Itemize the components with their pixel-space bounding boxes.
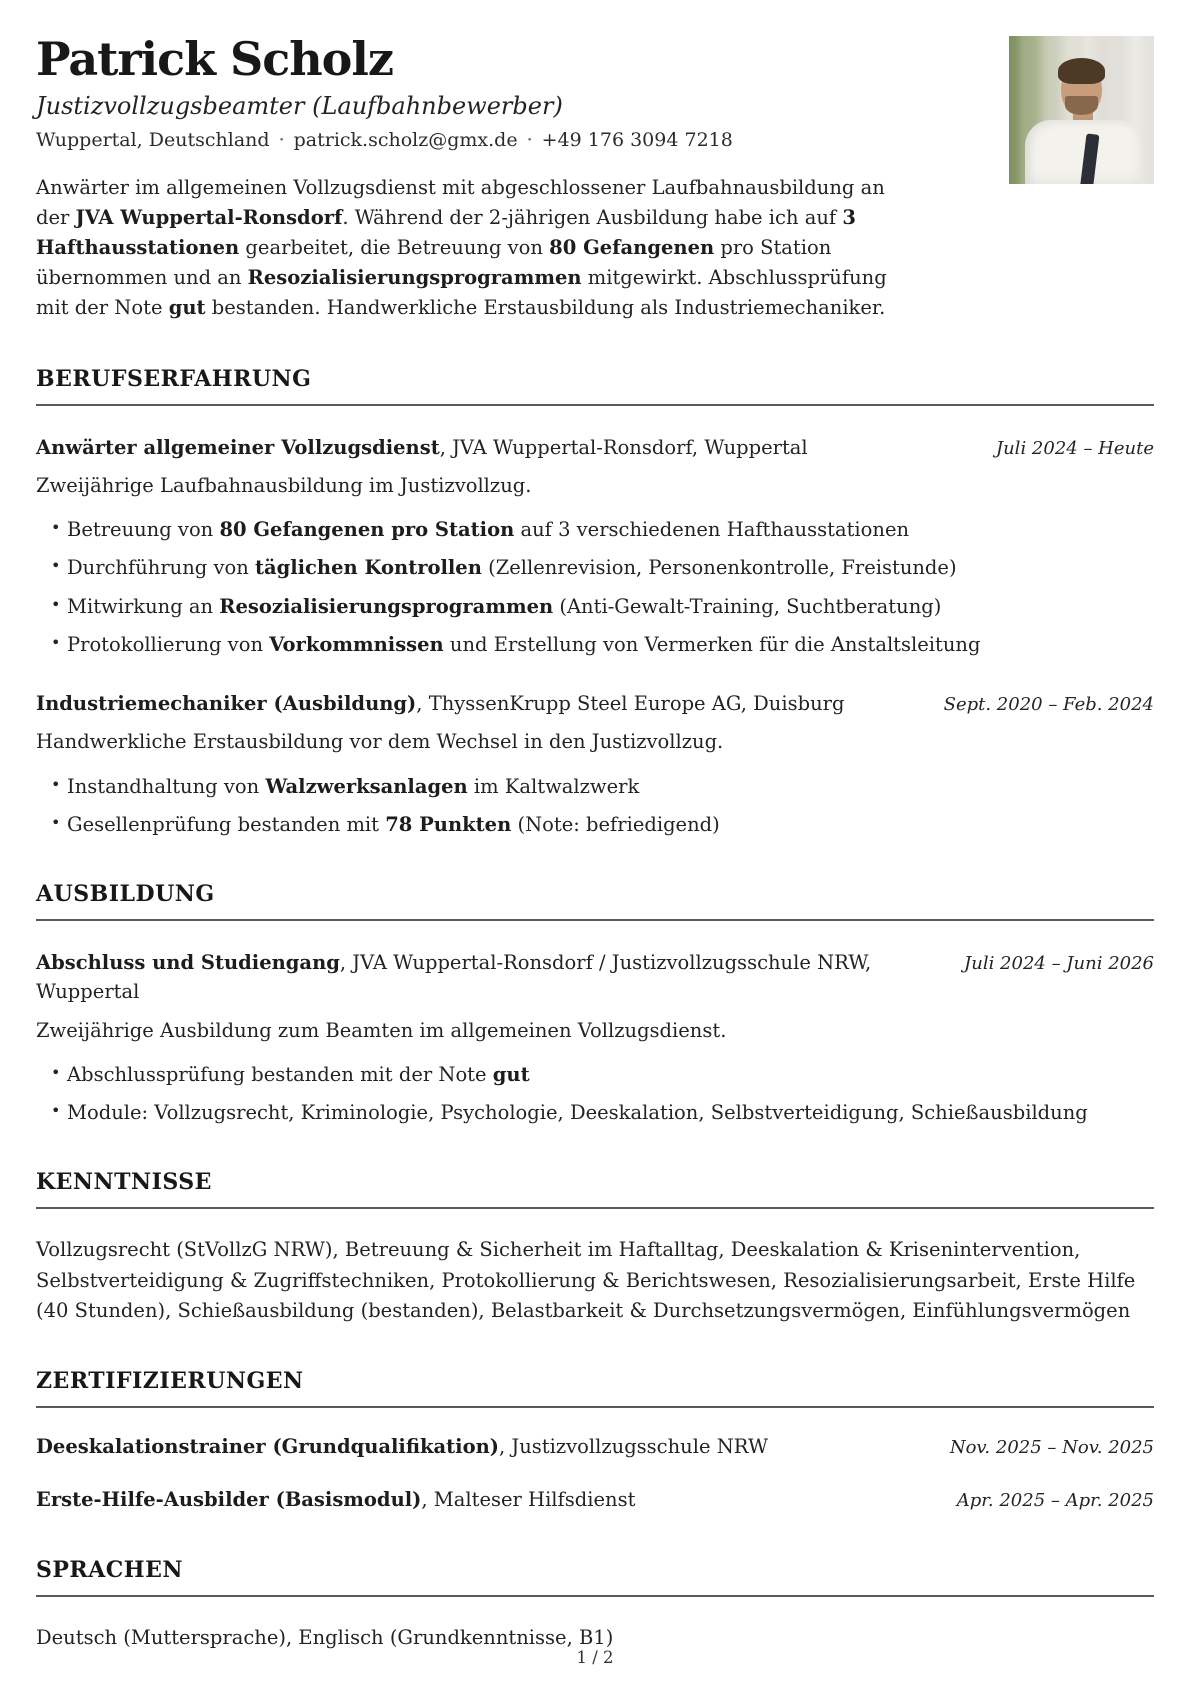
bold-text: Resozialisierungsprogrammen (219, 594, 554, 618)
text: Abschlussprüfung bestanden mit der Note (67, 1062, 493, 1086)
section-heading: ZERTIFIZIERUNGEN (36, 1368, 1154, 1408)
contact-line (36, 129, 1154, 151)
bold-text: 80 Gefangenen (549, 236, 715, 260)
text: auf 3 verschiedenen Hafthausstationen (514, 518, 910, 542)
bold-text: Walzwerksanlagen (265, 774, 468, 798)
text: Mitwirkung an (67, 594, 220, 618)
bold-text: 78 Punkten (385, 812, 512, 836)
text: . Während der 2-jährigen Ausbildung habe ich auf (342, 205, 843, 229)
bold-text: Vorkommnissen (269, 632, 444, 656)
text: (Note: befriedigend) (511, 812, 720, 836)
entry-title-bold: Deeskalationstrainer (Grundqualifikation) (36, 1435, 499, 1459)
bullet-item (36, 515, 1154, 544)
contact-location: Wuppertal, Deutschland (36, 128, 270, 151)
entry-date: Apr. 2025 – Apr. 2025 (956, 1490, 1154, 1512)
text: Instandhaltung von (67, 774, 266, 798)
bold-text: 3 Hafthausstationen (36, 205, 856, 260)
section-text: Vollzugsrecht (StVollzG NRW), Betreuung & Sicherheit im Haftalltag, Deeskalation & Krisenintervention, Selbstverteidigung & Zugriffstechniken, Protokollierung & Berichtswesen, Resozialisierungsarbeit, Erste Hilfe (40 Stunden), Schießausbildung (bestanden), Belastbarkeit & Durchsetzungsvermögen, Einfühlungsvermögen (36, 1238, 1136, 1322)
portrait-photo (1009, 36, 1154, 184)
text: pro Station übernommen und an (36, 236, 832, 290)
section-ausbildung (36, 881, 1154, 1127)
entry-header (36, 948, 1154, 1007)
photo-person (1009, 36, 1154, 184)
separator-dot: · (278, 128, 285, 151)
entry (36, 433, 1154, 660)
section-zertifizierungen (36, 1368, 1154, 1515)
entry-title (36, 1485, 635, 1514)
entry-description: Zweijährige Laufbahnausbildung im Justizvollzug. (36, 473, 532, 497)
bullet-item (36, 772, 1154, 801)
entry (36, 689, 1154, 839)
section-heading: AUSBILDUNG (36, 881, 1154, 921)
entry (36, 1432, 1154, 1461)
entry-title-bold: Anwärter allgemeiner Vollzugsdienst (36, 435, 440, 459)
entry-header (36, 689, 1154, 718)
entry-title (36, 689, 844, 718)
photo-beard (1065, 96, 1098, 115)
contact-email: patrick.scholz@gmx.de (293, 128, 518, 151)
entry-title-bold: Abschluss und Studiengang (36, 951, 340, 975)
photo-hair (1058, 58, 1105, 84)
text: bestanden. Handwerkliche Erstausbildung als Industriemechaniker. (205, 296, 886, 320)
entry-title-rest: , JVA Wuppertal-Ronsdorf, Wuppertal (439, 435, 808, 459)
bullet-list (36, 772, 1154, 840)
bullet-list (36, 1060, 1154, 1128)
text: gearbeitet, die Betreuung von (239, 236, 550, 260)
entry-title-rest: , ThyssenKrupp Steel Europe AG, Duisburg (416, 692, 845, 716)
page-number: 1 / 2 (576, 1648, 614, 1667)
contact-phone: +49 176 3094 7218 (541, 128, 733, 151)
bold-text: 80 Gefangenen pro Station (219, 518, 515, 542)
separator-dot: · (526, 128, 533, 151)
entry-title-rest: , Justizvollzugsschule NRW (499, 1435, 769, 1459)
text: im Kaltwalzwerk (467, 774, 640, 798)
section-berufserfahrung (36, 366, 1154, 840)
bold-text: gut (492, 1062, 530, 1086)
bold-text: Resozialisierungsprogrammen (247, 266, 582, 290)
entry (36, 948, 1154, 1127)
bullet-list (36, 515, 1154, 659)
bullet-item (36, 1060, 1154, 1089)
entry-title-rest: , Malteser Hilfsdienst (421, 1488, 636, 1512)
person-name: Patrick Scholz (36, 32, 393, 86)
text: Gesellenprüfung bestanden mit (67, 812, 386, 836)
text: Module: Vollzugsrecht, Kriminologie, Psychologie, Deeskalation, Selbstverteidigung, Schießausbildung (67, 1101, 1088, 1125)
section-kenntnisse (36, 1169, 1154, 1326)
section-heading: KENNTNISSE (36, 1169, 1154, 1209)
text: Anwärter im allgemeinen Vollzugsdienst mit abgeschlossener Laufbahnausbildung an der (36, 175, 885, 229)
entry-title-bold: Erste-Hilfe-Ausbilder (Basismodul) (36, 1488, 422, 1512)
entry-description: Handwerkliche Erstausbildung vor dem Wechsel in den Justizvollzug. (36, 730, 724, 754)
bold-text: täglichen Kontrollen (254, 556, 482, 580)
section-heading: SPRACHEN (36, 1557, 1154, 1597)
entry-description: Zweijährige Ausbildung zum Beamten im allgemeinen Vollzugsdienst. (36, 1018, 727, 1042)
text: und Erstellung von Vermerken für die Anstaltsleitung (443, 632, 981, 656)
section-text: Deutsch (Muttersprache), Englisch (Grundkenntnisse, B1) (36, 1625, 614, 1649)
entry-date: Nov. 2025 – Nov. 2025 (949, 1437, 1154, 1459)
text: Protokollierung von (67, 632, 270, 656)
text: mitgewirkt. Abschlussprüfung mit der Note (36, 266, 887, 320)
job-title: Justizvollzugsbeamter (Laufbahnbewerber) (36, 91, 563, 120)
bullet-item (36, 1098, 1154, 1127)
entry-header (36, 433, 1154, 462)
bullet-item (36, 810, 1154, 839)
bold-text: gut (168, 296, 206, 320)
bold-text: JVA Wuppertal-Ronsdorf (75, 205, 343, 229)
entry (36, 1485, 1154, 1514)
entry-title (36, 948, 940, 1007)
entry-title-rest: , JVA Wuppertal-Ronsdorf / Justizvollzugsschule NRW, Wuppertal (36, 951, 872, 1004)
text: Durchführung von (67, 556, 255, 580)
entry-date: Juli 2024 – Juni 2026 (964, 953, 1154, 975)
entry-header (36, 1485, 1154, 1514)
header (36, 34, 1154, 151)
section-heading: BERUFSERFAHRUNG (36, 366, 1154, 406)
entry-title (36, 433, 808, 462)
entry-title-bold: Industriemechaniker (Ausbildung) (36, 692, 417, 716)
section-sprachen (36, 1557, 1154, 1653)
text: (Zellenrevision, Personenkontrolle, Freistunde) (481, 556, 957, 580)
text: (Anti-Gewalt-Training, Suchtberatung) (553, 594, 942, 618)
entry-date: Juli 2024 – Heute (995, 437, 1154, 459)
bullet-item (36, 630, 1154, 659)
bullet-item (36, 592, 1154, 621)
bullet-item (36, 553, 1154, 582)
summary-paragraph (36, 173, 914, 324)
entry-title (36, 1432, 768, 1461)
entry-date: Sept. 2020 – Feb. 2024 (943, 694, 1154, 716)
header-text (36, 34, 1154, 151)
entry-header (36, 1432, 1154, 1461)
text: Betreuung von (67, 518, 220, 542)
sections (36, 366, 1154, 1653)
